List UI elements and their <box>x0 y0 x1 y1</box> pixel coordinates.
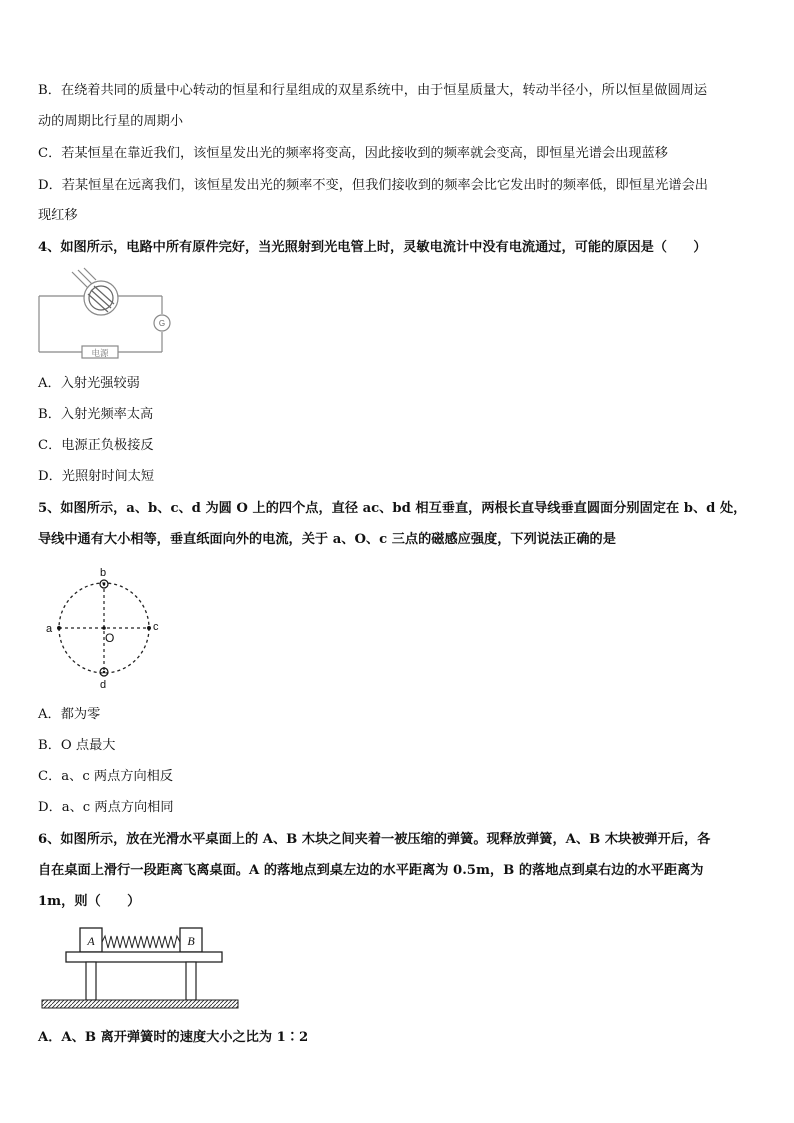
label-c: c <box>153 621 159 633</box>
q4-option-a: A．入射光强较弱 <box>38 376 140 391</box>
table-spring-figure <box>40 924 242 1014</box>
label-b: b <box>100 567 107 579</box>
question-4: 4、如图所示，电路中所有原件完好，当光照射到光电管上时，灵敏电流计中没有电流通过，可能的原因是（ ） <box>38 240 707 255</box>
q6-option-a: A．A、B 离开弹簧时的速度大小之比为 1∶2 <box>38 1030 309 1045</box>
q4-option-b: B．入射光频率太高 <box>38 407 154 422</box>
q4-option-d: D．光照射时间太短 <box>38 469 155 484</box>
option-c: C．若某恒星在靠近我们，该恒星发出光的频率将变高，因此接收到的频率就会变高，即恒星光谱会出现蓝移 <box>38 146 668 161</box>
q5-option-b: B．O 点最大 <box>38 738 116 753</box>
q5-option-c: C．a、c 两点方向相反 <box>38 769 174 784</box>
question-6-line2: 自在桌面上滑行一段距离飞离桌面。A 的落地点到桌左边的水平距离为 0.5m，B 的落地点到桌右边的水平距离为 <box>38 863 704 878</box>
label-a: a <box>46 623 53 635</box>
block-b-label: B <box>187 934 195 948</box>
option-d-line1: D．若某恒星在远离我们，该恒星发出光的频率不变，但我们接收到的频率会比它发出时的频率低，即恒星光谱会出 <box>38 178 708 193</box>
q5-option-d: D．a、c 两点方向相同 <box>38 800 174 815</box>
circle-figure <box>42 566 172 692</box>
option-d-line2: 现红移 <box>38 208 78 223</box>
question-5-line2: 导线中通有大小相等，垂直纸面向外的电流，关于 a、O、c 三点的磁感应强度，下列说法正确的是 <box>38 532 616 547</box>
option-b-line2: 动的周期比行星的周期小 <box>38 114 184 129</box>
question-6-line1: 6、如图所示，放在光滑水平桌面上的 A、B 木块之间夹着一被压缩的弹簧。现释放弹簧，A、B 木块被弹开后，各 <box>38 832 711 847</box>
label-o: O <box>105 631 115 645</box>
q5-option-a: A．都为零 <box>38 707 101 722</box>
q4-option-c: C．电源正负极接反 <box>38 438 154 453</box>
question-5-line1: 5、如图所示，a、b、c、d 为圆 O 上的四个点，直径 ac、bd 相互垂直，两根长直导线垂直圆面分别固定在 b、d 处， <box>38 501 747 516</box>
source-label: 电源 <box>91 349 109 359</box>
block-a-label: A <box>87 934 95 948</box>
label-d: d <box>100 679 107 691</box>
meter-label: G <box>158 319 166 328</box>
option-b-line1: B．在绕着共同的质量中心转动的恒星和行星组成的双星系统中，由于恒星质量大，转动半径小，所以恒星做圆周运 <box>38 83 708 98</box>
question-6-line3: 1m，则（ ） <box>38 894 141 909</box>
photoelectric-circuit-figure <box>36 266 176 366</box>
